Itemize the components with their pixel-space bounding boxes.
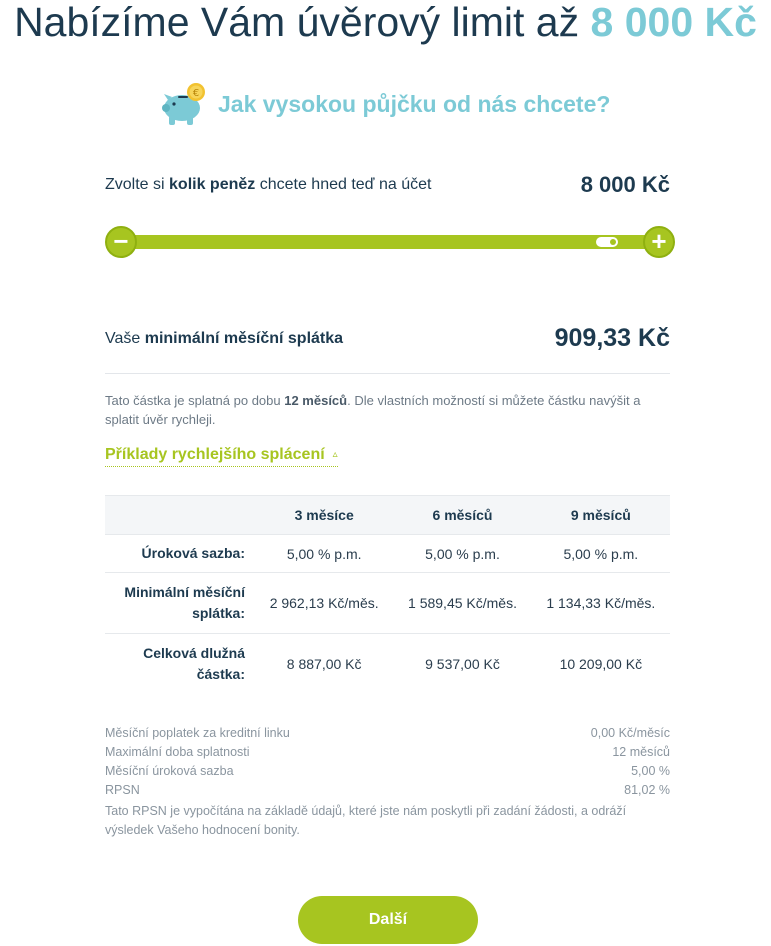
fact-row — [105, 743, 670, 762]
table-row — [105, 573, 670, 634]
table-row — [105, 634, 670, 695]
table-cell: 2 962,13 Kč/měs. — [255, 573, 393, 634]
amount-value: 8 000 Kč — [580, 172, 670, 197]
loan-facts — [105, 724, 670, 840]
row-label: Celková dlužná částka: — [105, 634, 255, 695]
installment-label-bold: minimální měsíční splátka — [144, 329, 344, 347]
table-cell: 5,00 % p.m. — [255, 535, 393, 573]
slider-handle[interactable] — [594, 235, 620, 249]
note-post: . Dle vlastních možností si můžete částku navýšit a splatit úvěr rychleji. — [105, 393, 641, 427]
amount-label-bold: kolik peněz — [169, 176, 256, 193]
table-header-row — [105, 496, 670, 535]
next-button[interactable]: Další — [298, 896, 478, 944]
table-cell: 10 209,00 Kč — [532, 634, 670, 695]
decrease-button[interactable] — [105, 226, 137, 258]
table-row — [105, 535, 670, 573]
table-header-9m: 9 měsíců — [532, 496, 670, 535]
amount-label-pre: Zvolte si — [105, 176, 170, 193]
installment-label-pre: Vaše — [105, 329, 145, 347]
page-headline — [0, 0, 771, 44]
table-cell: 5,00 % p.m. — [532, 535, 670, 573]
fact-label: Měsíční poplatek za kreditní linku — [105, 726, 290, 740]
amount-label-post: chcete hned teď na účet — [255, 176, 432, 193]
fact-row — [105, 762, 670, 781]
row-label: Úroková sazba: — [105, 535, 255, 573]
installment-row — [105, 324, 670, 353]
fact-value: 5,00 % — [631, 764, 670, 778]
piggy-bank-icon — [160, 80, 210, 128]
fact-row — [105, 724, 670, 743]
rpsn-note: Tato RPSN je vypočítána na základě údajů, které jste nám poskytli při zadání žádosti, a odráží výsledek Vašeho hodnocení bonity. — [105, 804, 627, 837]
table-cell: 1 589,45 Kč/měs. — [393, 573, 531, 634]
increase-button[interactable] — [643, 226, 675, 258]
fact-label: Měsíční úroková sazba — [105, 764, 234, 778]
headline-text: Nabízíme Vám úvěrový limit až — [14, 0, 580, 45]
table-cell: 9 537,00 Kč — [393, 634, 531, 695]
installment-label — [105, 330, 343, 348]
amount-slider[interactable] — [105, 226, 675, 258]
subheadline-text: Jak vysokou půjčku od nás chcete? — [218, 90, 611, 117]
note-bold: 12 měsíců — [284, 393, 348, 408]
fact-value: 81,02 % — [624, 783, 670, 797]
fact-label: Maximální doba splatnosti — [105, 745, 250, 759]
row-label: Minimální měsíční splátka: — [105, 573, 255, 634]
minus-icon: − — [113, 226, 129, 256]
table-cell: 1 134,33 Kč/měs. — [532, 573, 670, 634]
fact-row — [105, 781, 670, 800]
examples-table — [105, 495, 670, 695]
fact-value: 12 měsíců — [612, 745, 670, 759]
table-header-6m: 6 měsíců — [393, 496, 531, 535]
examples-toggle-link[interactable] — [105, 446, 338, 467]
note-pre: Tato částka je splatná po dobu — [105, 393, 285, 408]
repayment-note — [105, 391, 670, 429]
table-cell: 5,00 % p.m. — [393, 535, 531, 573]
table-header-3m: 3 měsíce — [255, 496, 393, 535]
fact-label: RPSN — [105, 783, 140, 797]
divider — [105, 373, 670, 374]
subheadline — [160, 80, 610, 128]
headline-amount: 8 000 Kč — [590, 0, 757, 45]
examples-link-text: Příklady rychlejšího splácení — [105, 446, 325, 463]
amount-row — [105, 172, 670, 198]
slider-track[interactable] — [119, 235, 661, 249]
table-header-empty — [105, 496, 255, 535]
chevron-up-icon: ▵ — [332, 449, 338, 461]
installment-value: 909,33 Kč — [554, 324, 670, 352]
plus-icon: + — [651, 226, 667, 256]
amount-label — [105, 176, 431, 194]
fact-value: 0,00 Kč/měsíc — [590, 726, 670, 740]
svg-text:€: € — [192, 88, 200, 99]
table-cell: 8 887,00 Kč — [255, 634, 393, 695]
